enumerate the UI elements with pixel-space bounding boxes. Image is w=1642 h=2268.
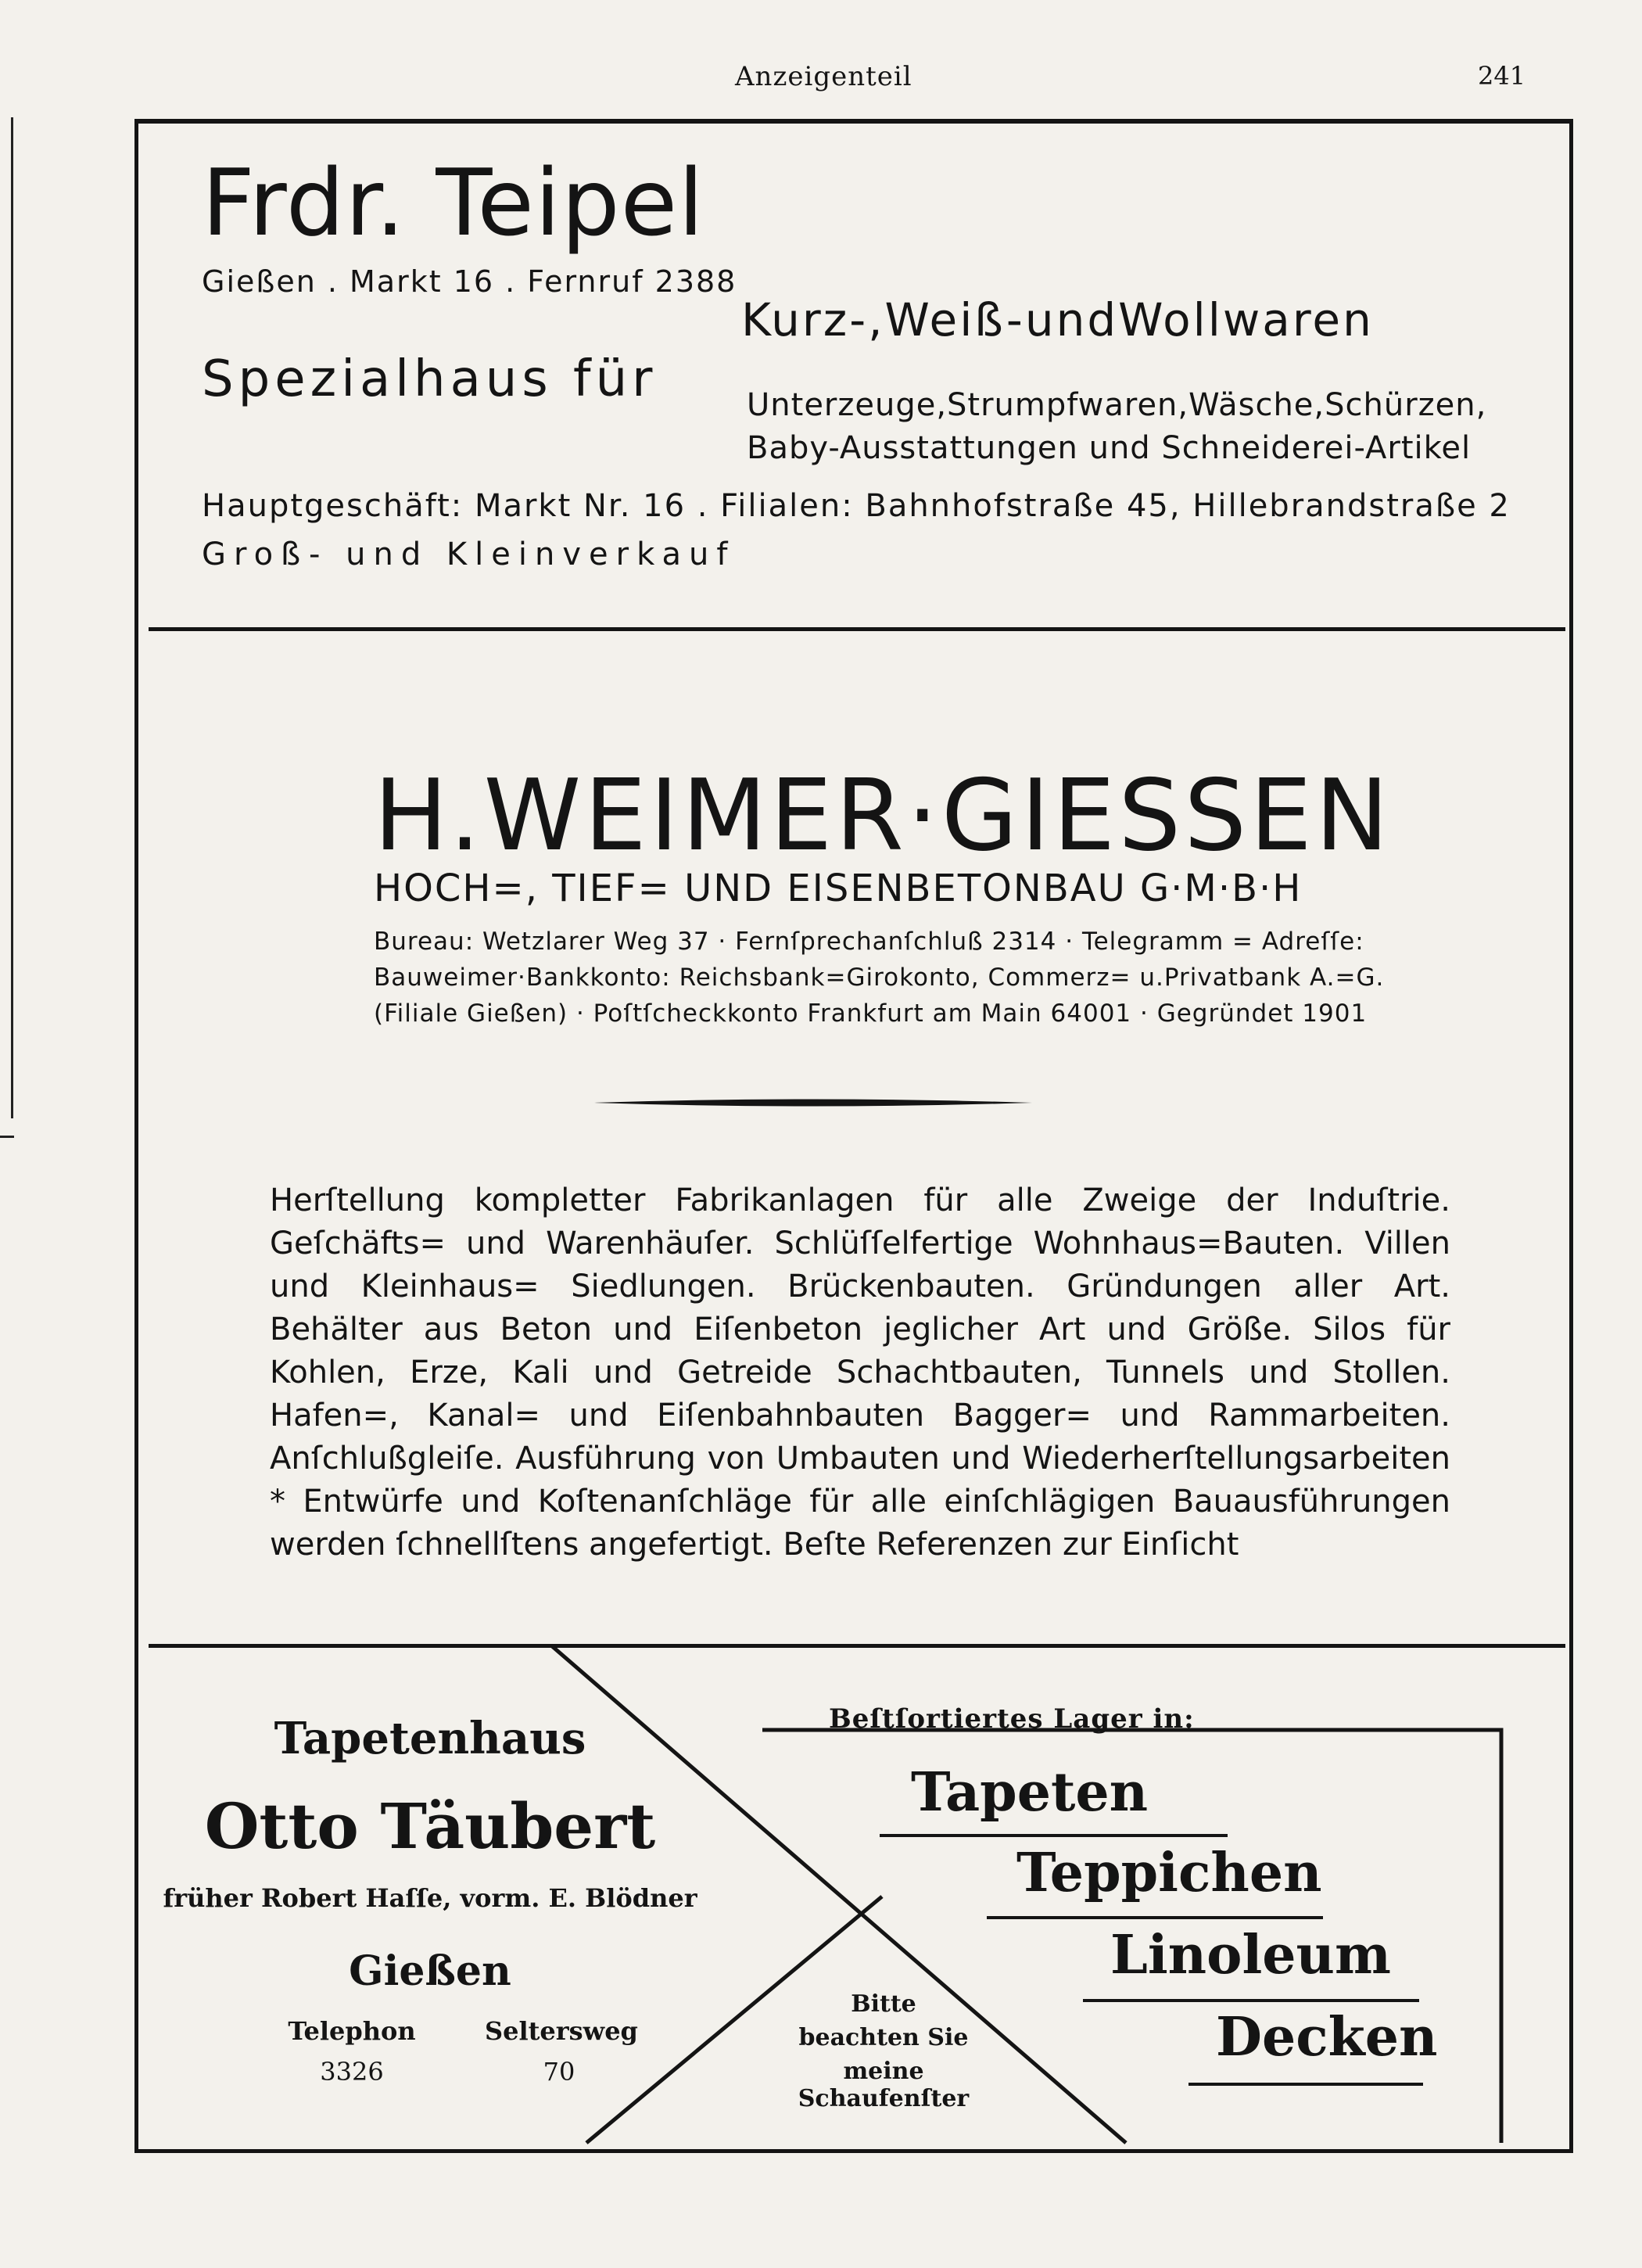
shop-window-notice-line: meine Schaufenſter — [798, 2058, 970, 2112]
shop-window-notice-line: Bitte — [851, 1990, 916, 2018]
weimer-address-line: Bauweimer·Bankkonto: Reichsbank=Girokonto, Commerz= u.Privatbank A.=G. — [374, 964, 1385, 992]
teipel-goods: Kurz-,Weiß-undWollwaren — [741, 293, 1374, 346]
teipel-items-line: Baby-Ausstattungen und Schneiderei-Artikel — [747, 430, 1472, 466]
taeubert-formerly: früher Robert Haſſe, vorm. E. Blödner — [163, 1883, 697, 1913]
weimer-company-name: H.WEIMER·GIESSEN — [374, 758, 1393, 873]
stock-item-underline — [1083, 1999, 1419, 2002]
taeubert-city: Gießen — [349, 1947, 511, 1995]
weimer-subtitle: HOCH=, TIEF= UND EISENBETONBAU G·M·B·H — [374, 867, 1303, 910]
telephone-number: 3326 — [320, 2057, 384, 2087]
shop-window-notice-line: beachten Sie — [798, 2024, 969, 2051]
street-label: Seltersweg — [485, 2016, 638, 2046]
taeubert-owner-name: Otto Täubert — [204, 1789, 656, 1863]
teipel-items-line: Unterzeuge,Strumpfwaren,Wäsche,Schürzen, — [747, 387, 1487, 423]
page-number: 241 — [1478, 61, 1526, 91]
stock-item: Tapeten — [911, 1761, 1149, 1824]
weimer-address-line: (Filiale Gießen) · Poſtſcheckkonto Frankfurt am Main 64001 · Gegründet 1901 — [374, 999, 1368, 1028]
weimer-address-line: Bureau: Wetzlarer Weg 37 · Fernſprechanſchluß 2314 · Telegramm = Adreſſe: — [374, 928, 1364, 956]
telephone-label: Telephon — [288, 2016, 416, 2046]
stock-item-underline — [880, 1834, 1228, 1837]
teipel-sales: Groß- und Kleinverkauf — [202, 536, 736, 572]
stock-heading: Beſtſortiertes Lager in: — [829, 1703, 1195, 1735]
weimer-services-text: Herſtellung kompletter Fabrikanlagen für alle Zweige der Induſtrie. Geſchäfts= und Warenhäuſer. Schlüſſelfertige Wohnhaus=Bauten. Villen und Kleinhaus= Siedlungen. Brückenbauten. Gründungen aller Art. Behälter aus Beton und Eiſenbeton jeglicher Art und Größe. Silos für Kohlen, Erze, Kali und Getreide Schachtbauten, Tunnels und Stollen. Hafen=, Kanal= und Eiſenbahnbauten Bagger= und Rammarbeiten. Anſchlußgleiſe. Ausführung von Umbauten und Wiederherſtellungsarbeiten * Entwürfe und Koſtenanſchläge für alle einſchlägigen Bauausführungen werden ſchnellſtens angefertigt. Beſte Referenzen zur Einſicht — [270, 1182, 1450, 1563]
teipel-address: Gießen . Markt 16 . Fernruf 2388 — [202, 264, 737, 299]
stock-item: Decken — [1216, 2006, 1438, 2069]
stock-item: Linoleum — [1110, 1924, 1391, 1986]
running-head: Anzeigenteil — [735, 61, 912, 92]
stock-item-underline — [987, 1916, 1323, 1919]
taeubert-shop-label: Tapetenhaus — [274, 1713, 586, 1764]
teipel-company-name: Frdr. Teipel — [202, 149, 705, 257]
teipel-specialty: Spezialhaus für — [202, 350, 658, 408]
teipel-branches: Hauptgeschäft: Markt Nr. 16 . Filialen: Bahnhofstraße 45, Hillebrandstraße 2 — [202, 488, 1511, 524]
street-number: 70 — [543, 2057, 575, 2087]
stock-item-underline — [1188, 2083, 1423, 2086]
stock-item: Teppichen — [1016, 1842, 1322, 1904]
